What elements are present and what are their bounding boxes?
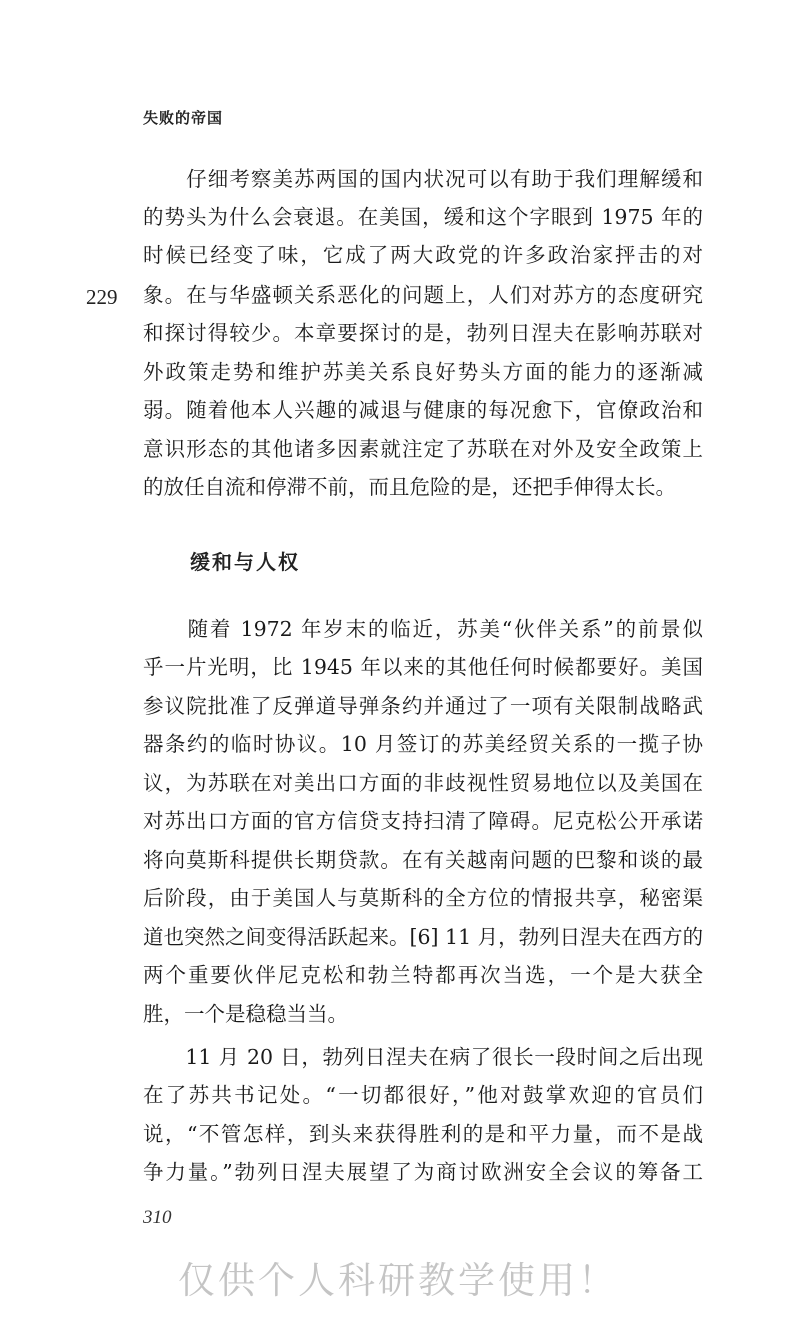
- section-heading: 缓和与人权: [190, 550, 300, 574]
- paragraph-2-line: 胜，一个是稳稳当当。: [143, 1002, 348, 1026]
- paragraph-1-line: 外政策走势和维护苏美关系良好势头方面的能力的逐渐减: [143, 360, 703, 384]
- paragraph-2-line: 后阶段，由于美国人与莫斯科的全方位的情报共享，秘密渠: [143, 886, 703, 910]
- paragraph-2-line: 议，为苏联在对美出口方面的非歧视性贸易地位以及美国在: [143, 771, 703, 795]
- paragraph-3-line: 在了苏共书记处。“一切都很好，”他对鼓掌欢迎的官员们: [143, 1083, 703, 1107]
- paragraph-2-line: 对苏出口方面的官方信贷支持扫清了障碍。尼克松公开承诺: [143, 809, 703, 833]
- paragraph-1-line: 象。在与华盛顿关系恶化的问题上，人们对苏方的态度研究: [143, 283, 703, 307]
- paragraph-1-line: 的势头为什么会衰退。在美国，缓和这个字眼到 1975 年的: [143, 205, 703, 229]
- paragraph-3-line: 11 月 20 日，勃列日涅夫在病了很长一段时间之后出现: [143, 1045, 703, 1069]
- page-number: 310: [143, 1207, 172, 1228]
- paragraph-1-line: 意识形态的其他诸多因素就注定了苏联在对外及安全政策上: [143, 437, 703, 461]
- paragraph-1-line: 弱。随着他本人兴趣的减退与健康的每况愈下，官僚政治和: [143, 398, 703, 422]
- margin-page-number: 229: [86, 285, 118, 309]
- paragraph-3-line: 说，“不管怎样，到头来获得胜利的是和平力量，而不是战: [143, 1122, 703, 1146]
- paragraph-2-line: 两个重要伙伴尼克松和勃兰特都再次当选，一个是大获全: [143, 963, 703, 987]
- paragraph-1-line: 的放任自流和停滞不前，而且危险的是，还把手伸得太长。: [143, 475, 676, 499]
- paragraph-2-line: 乎一片光明，比 1945 年以来的其他任何时候都要好。美国: [143, 655, 703, 679]
- running-head: 失败的帝国: [143, 109, 224, 127]
- paragraph-2-line: 参议院批准了反弹道导弹条约并通过了一项有关限制战略武: [143, 694, 703, 718]
- watermark: 仅供个人科研教学使用！: [178, 1259, 618, 1302]
- paragraph-1-line: 时候已经变了味，它成了两大政党的许多政治家抨击的对: [143, 243, 703, 267]
- paragraph-1-line: 仔细考察美苏两国的国内状况可以有助于我们理解缓和: [143, 167, 703, 191]
- paragraph-2-line: 器条约的临时协议。10 月签订的苏美经贸关系的一揽子协: [143, 732, 703, 756]
- paragraph-2-line: 道也突然之间变得活跃起来。[6] 11 月，勃列日涅夫在西方的: [143, 925, 703, 949]
- paragraph-1-line: 和探讨得较少。本章要探讨的是，勃列日涅夫在影响苏联对: [143, 321, 703, 345]
- paragraph-3-line: 争力量。”勃列日涅夫展望了为商讨欧洲安全会议的筹备工: [143, 1160, 703, 1184]
- paragraph-2-line: 将向莫斯科提供长期贷款。在有关越南问题的巴黎和谈的最: [143, 848, 703, 872]
- paragraph-2-line: 随着 1972 年岁末的临近，苏美“伙伴关系”的前景似: [143, 617, 703, 641]
